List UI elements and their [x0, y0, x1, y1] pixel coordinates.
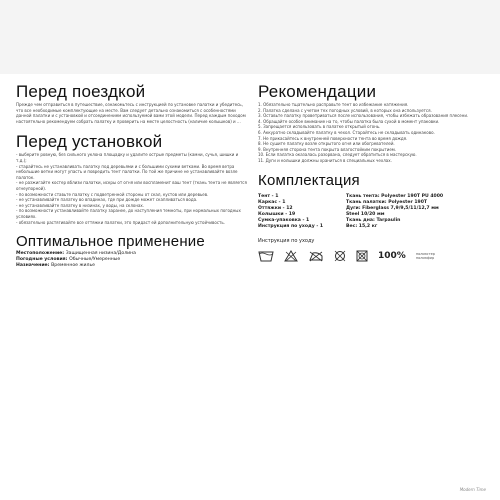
- usage-location: Местоположение: Защищенная низина/Долина: [16, 251, 136, 257]
- top-band: [0, 0, 500, 74]
- list-item: - старайтесь не устанавливать палатку под деревьями и с большими сухими ветками. Во время ветра небольшие ветки могут упасть и повредить тент палатки. По той же причине не устанавливайте возле палаток.: [16, 163, 238, 180]
- kit-item: Каркас - 1: [258, 199, 286, 205]
- usage-purpose: Назначение: Временное жилье: [16, 263, 96, 269]
- usage-section: [16, 233, 248, 269]
- recommendations-title: Рекомендации: [258, 82, 377, 101]
- kit-spec: Ткань тента: Polyester 190T PU 4000: [346, 193, 444, 199]
- list-item: 1. Обязательно тщательно расправьте тент во избежание натяжения.: [258, 102, 409, 107]
- before-trip-title: Перед поездкой: [16, 82, 146, 101]
- care-title: Инструкция по уходу: [258, 237, 315, 244]
- list-item: 9. Внутренняя сторона тента покрыта влагостойким покрытием.: [258, 146, 397, 152]
- right-column: [258, 82, 488, 270]
- kit-item: Колышки - 19: [258, 211, 296, 217]
- kit-spec: Вес: 15,2 кг: [346, 223, 378, 229]
- kit-section: [258, 172, 488, 230]
- kit-item: Тент - 1: [258, 193, 279, 199]
- care-section: [258, 238, 488, 262]
- recommendations-section: [258, 82, 488, 164]
- wash-icon: [258, 250, 274, 262]
- usage-weather: Погодные условия: Обычные/Умеренные: [16, 257, 121, 263]
- left-column: [16, 82, 248, 277]
- kit-item: Оттяжки - 12: [258, 205, 293, 211]
- kit-specs: [346, 194, 486, 230]
- kit-spec: Ткань палатки: Polyester 190T: [346, 199, 428, 205]
- care-icons: [258, 250, 488, 262]
- list-item: 2. Палатка сделана с учетом тех погодных условий, в которых она используется.: [258, 107, 432, 113]
- list-item: - не разжигайте костер вблизи палатки, искры от огня или воспламенит ваш тент (ткань тента не является огнеупорной).: [16, 180, 247, 191]
- before-trip-text: Прежде чем отправиться в путешествие, ознакомьтесь с инструкцией по установке палатки и убедитесь, что все необходимые комплектующие на месте. Вам следует детально ознакомиться с особенностями данной палатки и с установкой и отсоединением используемой вами этой модели. Перед каждым походом настоятельно рекомендуем собрать палатку и проверить на месте целостность (наличие колышков) и ...: [16, 102, 246, 124]
- list-item: - по возможности устанавливайте палатку заранее, до наступления темноты, при нормальных погодных условиях.: [16, 208, 241, 219]
- list-item: - обязательно растягивайте все оттяжки палатки, это придаст ей дополнительную устойчивость.: [16, 219, 225, 225]
- before-setup-section: [16, 132, 248, 225]
- before-trip-section: [16, 82, 248, 124]
- kit-spec: Ткань дна: Tarpaulin: [346, 217, 401, 223]
- list-item: 8. Не сушите палатку возле открытого огня или обогревателей.: [258, 141, 395, 147]
- no-tumble-dry-icon: [356, 250, 368, 262]
- kit-title: Комплектация: [258, 171, 360, 189]
- material-label: полиэстер полиэфир: [415, 251, 436, 260]
- material-percent: 100%: [378, 250, 406, 261]
- list-item: 4. Обращайте особое внимание на то, чтобы палатка была сухой в момент упаковки.: [258, 118, 440, 124]
- kit-spec: Дуги: Fiberglass 7,9/9,5/11/12,7 мм: [346, 205, 439, 211]
- list-item: 5. Запрещается использовать в палатке открытый огонь.: [258, 124, 381, 130]
- brand-logo: Modern Time: [459, 487, 486, 492]
- no-iron-icon: [308, 250, 324, 262]
- list-item: - выберите ровную, без сильного уклона площадку и удалите острые предметы (камни, сучья, шишки и т.д.);: [16, 152, 239, 163]
- kit-table: [258, 194, 488, 230]
- no-bleach-icon: [284, 250, 298, 262]
- kit-items: [258, 194, 336, 230]
- list-item: - не устанавливайте палатку во впадинах, где при дожде может скапливаться вода.: [16, 197, 198, 203]
- kit-spec: Steel 10/20 мм: [346, 211, 385, 217]
- no-dryclean-icon: [334, 250, 346, 262]
- list-item: 10. Если палатка оказалась разорвана, следует обратиться в мастерскую.: [258, 152, 417, 158]
- kit-item: Инструкция по уходу - 1: [258, 223, 324, 229]
- list-item: - не устанавливайте палатку в низинах, у воды, на склонах.: [16, 202, 145, 208]
- list-item: 6. Аккуратно складывайте палатку в чехол. Старайтесь не складывать одинаково.: [258, 129, 435, 135]
- kit-item: Сумка-упаковка - 1: [258, 217, 310, 223]
- usage-title: Оптимальное применение: [16, 233, 205, 251]
- list-item: 3. Оставьте палатку проветриваться после использования, чтобы избежать образования плесени.: [258, 113, 469, 119]
- before-setup-title: Перед установкой: [16, 132, 163, 152]
- list-item: 7. Не прикасайтесь к внутренней поверхности тента во время дождя.: [258, 135, 408, 141]
- list-item: - по возможности ставьте палатку с подветренной стороны от скал, кустов или деревьев.: [16, 191, 209, 197]
- list-item: 11. Дуги и колышки должны храниться в специальных чехлах.: [258, 157, 392, 163]
